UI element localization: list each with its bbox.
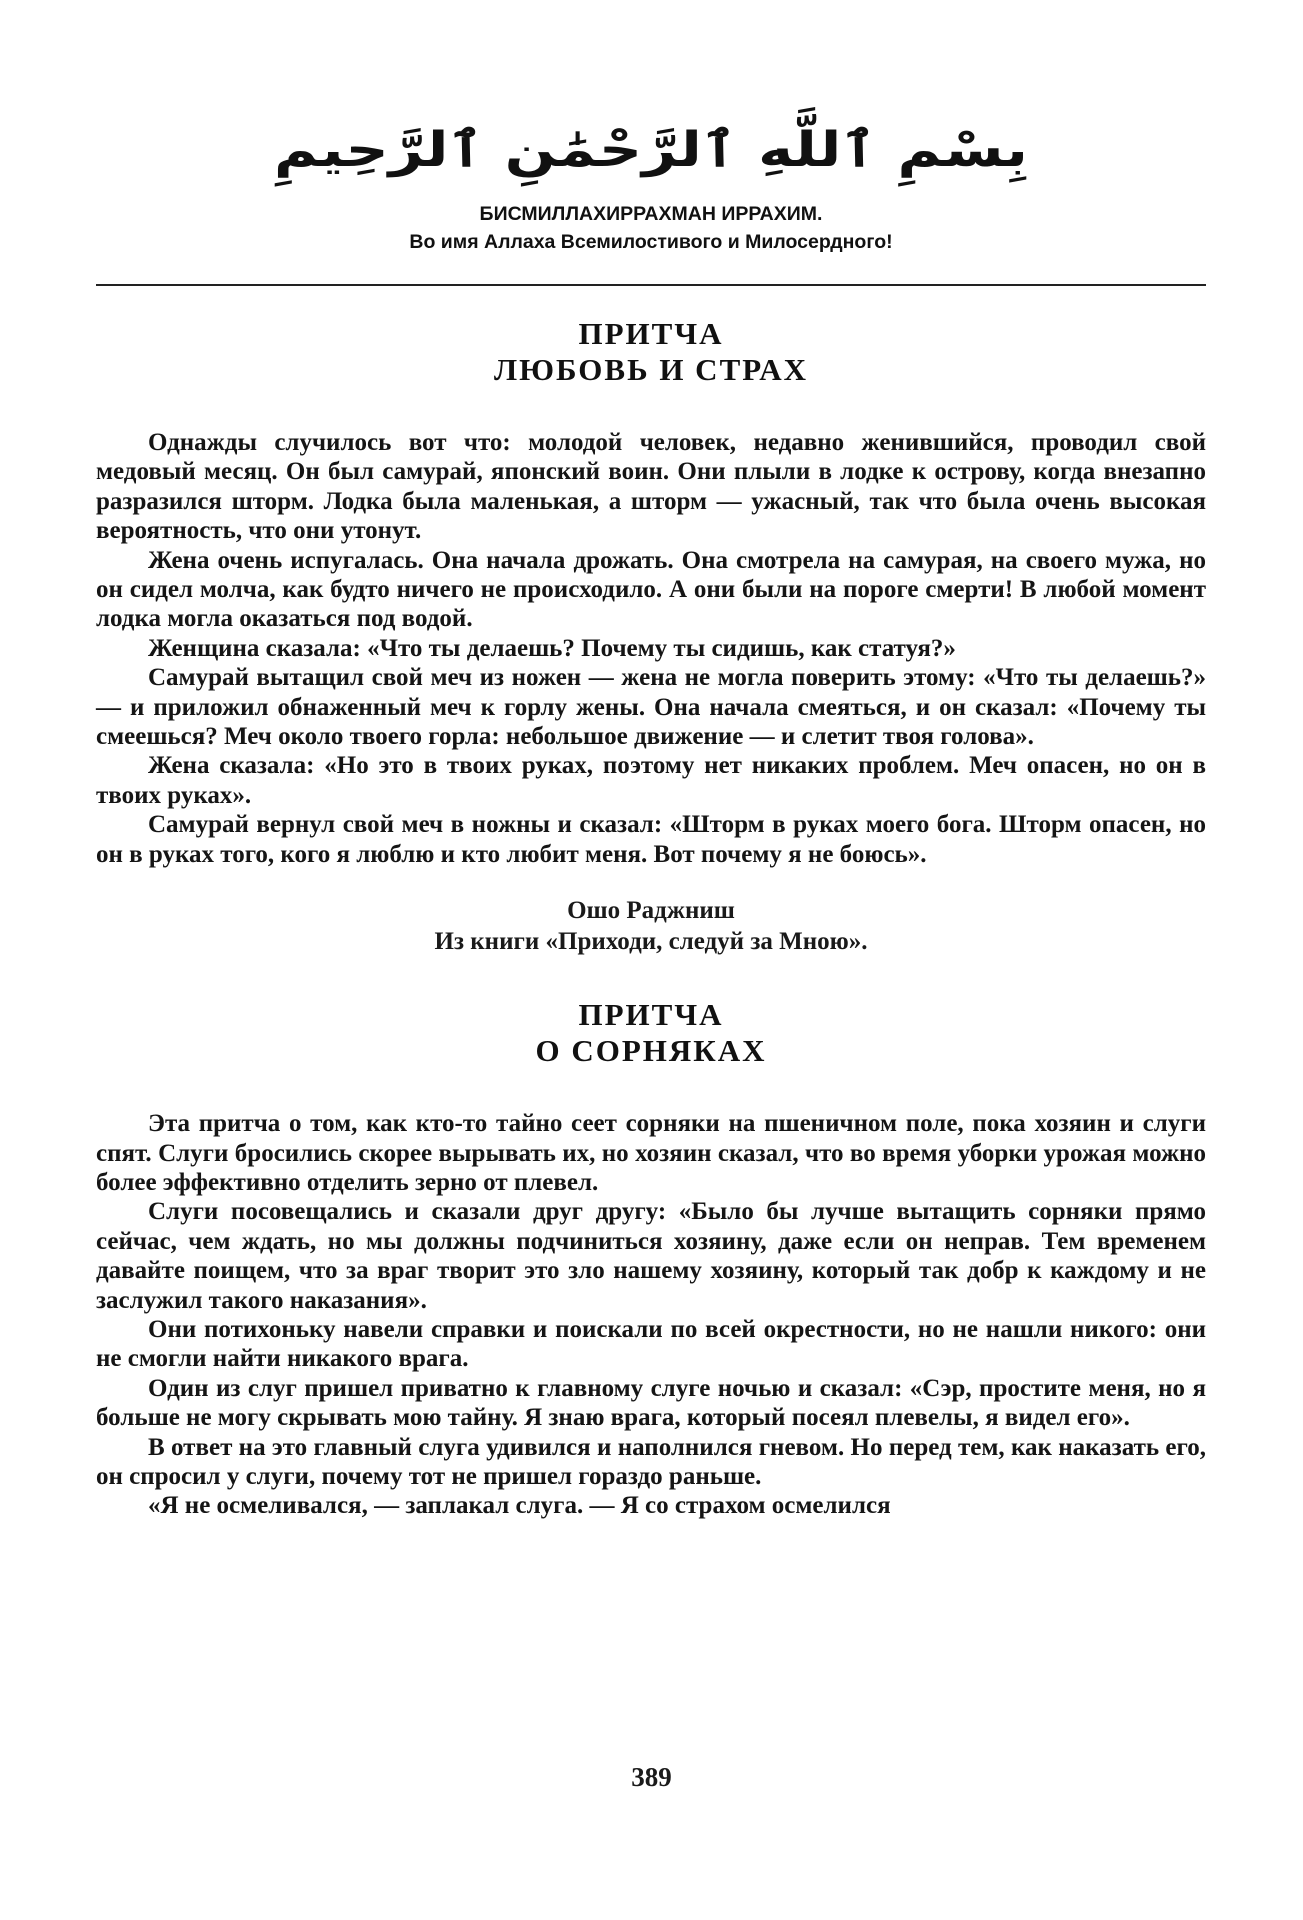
parable-section-weeds — [96, 997, 1206, 1521]
section-title-label: ПРИТЧА — [578, 316, 724, 351]
paragraph: В ответ на это главный слуга удивился и наполнился гневом. Но перед тем, как наказать его, он спросил у слуги, почему тот не пришел гораздо раньше. — [96, 1433, 1206, 1490]
paragraph: Жена сказала: «Но это в твоих руках, поэтому нет никаких проблем. Меч опасен, но он в твоих руках». — [96, 752, 1206, 809]
basmala-translation: Во имя Аллаха Всемилостивого и Милосердного! — [409, 231, 893, 253]
source-book: Из книги «Приходи, следуй за Мною». — [434, 928, 868, 956]
section-title-label: ПРИТЧА — [578, 997, 724, 1033]
paragraph: Один из слуг пришел приватно к главному слуге ночью и сказал: «Сэр, простите меня, но я больше не могу скрывать мою тайну. Я знаю врага, который посеял плевелы, я видел его». — [96, 1374, 1206, 1432]
paragraph: Слуги посовещались и сказали друг другу: «Было бы лучше вытащить сорняки прямо сейчас, чем ждать, но мы должны подчиниться хозяину, даже если он неправ. Тем временем давайте поищем, что за враг творит это зло нашему хозяину, который так добр к каждому и не заслужил такого наказания». — [96, 1198, 1206, 1314]
basmala-transliteration: БИСМИЛЛАХИРРАХМАН ИРРАХИМ. — [479, 203, 823, 225]
paragraph: Женщина сказала: «Что ты делаешь? Почему ты сидишь, как статуя?» — [148, 634, 956, 662]
author-name: Ошо Раджниш — [567, 897, 735, 925]
section-title: ЛЮБОВЬ И СТРАХ — [494, 352, 808, 387]
paragraph: Однажды случилось вот что: молодой человек, недавно женившийся, проводил свой медовый месяц. Он был самурай, японский воин. Они плыли в лодке к острову, когда внезапно разразился шторм. Лодка была маленькая, а шторм — ужасный, так что была очень высокая вероятность, что они утонут. — [96, 429, 1206, 545]
section-body — [96, 428, 1206, 869]
section-title: О СОРНЯКАХ — [535, 1033, 767, 1069]
paragraph: Жена очень испугалась. Она начала дрожать. Она смотрела на самурая, на своего мужа, но он сидел молча, как будто ничего не происходило. А они были на пороге смерти! В любой момент лодка могла оказаться под водой. — [96, 546, 1206, 633]
header-divider — [96, 284, 1206, 286]
page-header — [96, 100, 1206, 256]
paragraph: Эта притча о том, как кто-то тайно сеет сорняки на пшеничном поле, пока хозяин и слуги спят. Слуги бросились скорее вырывать их, но хозяин сказал, что во время уборки урожая можно более эффективно отделить зерно от плевел. — [96, 1110, 1206, 1196]
page-number: 389 — [631, 1762, 672, 1792]
paragraph: Самурай вернул свой меч в ножны и сказал: «Шторм в руках моего бога. Шторм опасен, но он в руках того, кого я люблю и кто любит меня. Вот почему я не боюсь». — [96, 811, 1206, 868]
paragraph: Самурай вытащил свой меч из ножен — жена не могла поверить этому: «Что ты делаешь?» — и приложил обнаженный меч к горлу жены. Она начала смеяться, и он сказал: «Почему ты смеешься? Меч около твоего горла: небольшое движение — и слетит твоя голова». — [96, 664, 1206, 751]
paragraph: «Я не осмеливался, — заплакал слуга. — Я со страхом осмелился — [148, 1492, 891, 1520]
page-content — [96, 310, 1206, 1521]
paragraph: Они потихоньку навели справки и поискали по всей окрестности, но не нашли никого: они не смогли найти никакого врага. — [96, 1315, 1206, 1373]
attribution — [96, 895, 1206, 957]
section-body — [96, 1109, 1206, 1521]
basmala-calligraphy: بِسْمِ ٱللَّهِ ٱلرَّحْمَٰنِ ٱلرَّحِيمِ — [273, 122, 1029, 178]
parable-section-love-fear — [96, 316, 1206, 957]
